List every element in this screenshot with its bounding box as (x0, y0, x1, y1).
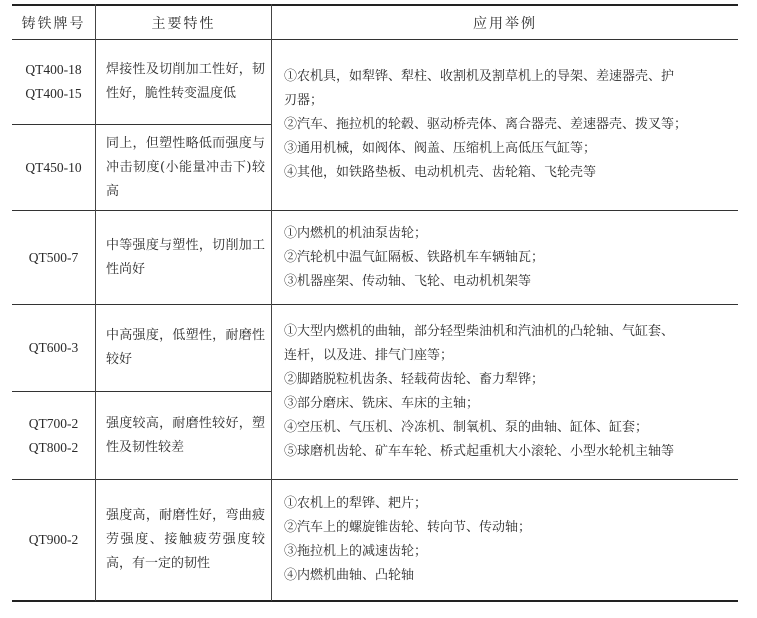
application-line: 刃器； (284, 93, 324, 108)
feature-cell (96, 392, 271, 479)
application-cell (272, 211, 738, 304)
feature-text: 焊接性及切削加工性好，韧性好，脆性转变温度低 (106, 62, 265, 101)
table-bottom-rule (12, 600, 738, 602)
header-grade: 铸铁牌号 (21, 16, 86, 32)
application-line: ③通用机械，如阀体、阀盖、压缩机上高低压气缸等； (284, 141, 597, 156)
grade-label: QT700-2 (28, 415, 79, 431)
feature-cell (96, 211, 271, 304)
application-line: ③拖拉机上的减速齿轮； (284, 544, 428, 559)
application-line: ①大型内燃机的曲轴，部分轻型柴油机和汽油机的凸轮轴、气缸套、 (284, 324, 675, 339)
grade-label: QT500-7 (28, 249, 79, 265)
grade-cell (12, 211, 95, 304)
header-application: 应用举例 (473, 16, 537, 32)
grade-label: QT600-3 (28, 340, 79, 355)
grade-label: QT450-10 (25, 159, 82, 175)
feature-cell (96, 480, 271, 600)
feature-cell (96, 40, 271, 124)
feature-text: 中高强度，低塑性，耐磨性较好 (106, 328, 265, 367)
application-cell (272, 480, 738, 600)
application-line: ①农机上的犁铧、耙片； (284, 496, 428, 511)
application-cell (272, 40, 738, 210)
application-cell (272, 305, 738, 479)
grade-cell (12, 125, 95, 210)
feature-text: 强度较高，耐磨性较好，塑性及韧性较差 (106, 415, 265, 455)
feature-text: 同上，但塑性略低而强度与冲击韧度(小能量冲击下)较高 (106, 135, 265, 199)
grade-label: QT900-2 (28, 532, 79, 547)
application-line: ①农机具，如犁铧、犁柱、收割机及割草机上的导架、差速器壳、护 (284, 69, 675, 84)
grade-cell (12, 40, 95, 124)
feature-text: 中等强度与塑性，切削加工性尚好 (106, 237, 265, 277)
application-line: ③部分磨床、铣床、车床的主轴； (284, 396, 480, 411)
application-line: ②汽车上的螺旋锥齿轮、转向节、传动轴； (284, 520, 532, 535)
grade-label: QT400-15 (25, 86, 82, 101)
grade-cell (12, 480, 95, 600)
application-line: ②汽轮机中温气缸隔板、铁路机车车辆轴瓦； (284, 249, 545, 265)
application-line: ②脚踏脱粒机齿条、轻载荷齿轮、畜力犁铧； (284, 372, 545, 387)
grade-label: QT800-2 (28, 439, 79, 455)
application-line: ⑤球磨机齿轮、矿车车轮、桥式起重机大小滚轮、小型水轮机主轴等 (284, 444, 675, 459)
feature-text: 强度高，耐磨性好，弯曲疲劳强度、接触疲劳强度较高，有一定的韧性 (106, 508, 265, 571)
application-line: ④空压机、气压机、冷冻机、制氧机、泵的曲轴、缸体、缸套； (284, 420, 649, 435)
application-line: ②汽车、拖拉机的轮毂、驱动桥壳体、离合器壳、差速器壳、拨叉等； (284, 117, 688, 132)
table-top-rule (12, 4, 738, 6)
application-line: ①内燃机的机油泵齿轮； (284, 225, 428, 241)
application-line: ③机器座架、传动轴、飞轮、电动机机架等 (284, 273, 532, 289)
application-line: ④内燃机曲轴、凸轮轴 (284, 568, 415, 583)
grade-label: QT400-18 (25, 62, 82, 77)
grade-cell (12, 392, 95, 479)
feature-cell (96, 305, 271, 391)
application-line: ④其他，如铁路垫板、电动机机壳、齿轮箱、飞轮壳等 (284, 165, 597, 180)
application-line: 连杆，以及进、排气门座等； (284, 348, 454, 363)
grade-cell (12, 305, 95, 391)
header-feature: 主要特性 (151, 16, 216, 32)
feature-cell (96, 125, 271, 210)
